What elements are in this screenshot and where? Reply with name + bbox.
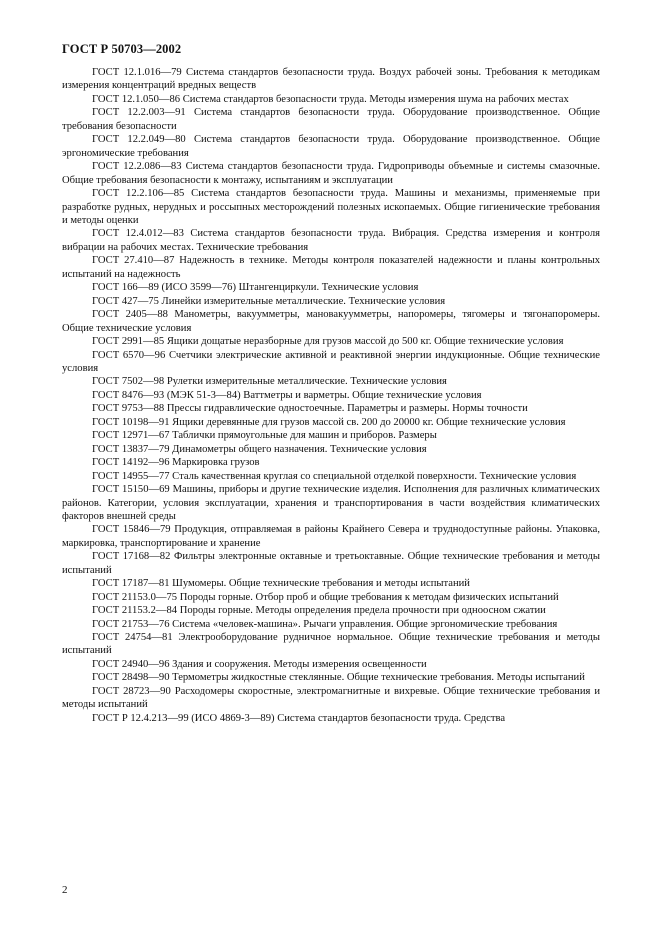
- standard-entry: ГОСТ 24754—81 Электрооборудование рудничное нормальное. Общие технические требования и методы испытаний: [62, 632, 600, 657]
- page-header: ГОСТ Р 50703—2002: [62, 42, 182, 56]
- standard-entry: ГОСТ 12.2.003—91 Система стандартов безопасности труда. Оборудование производственное. Общие требования безопасности: [62, 107, 600, 132]
- standard-entry: ГОСТ 427—75 Линейки измерительные металлические. Технические условия: [92, 295, 446, 307]
- standard-entry: ГОСТ 14192—96 Маркировка грузов: [92, 457, 260, 469]
- standard-entry: ГОСТ 2405—88 Манометры, вакуумметры, мановакуумметры, напоромеры, тягомеры и тягонапоромеры. Общие технические условия: [62, 309, 600, 334]
- standard-entry: ГОСТ Р 12.4.213—99 (ИСО 4869-3—89) Система стандартов безопасности труда. Средства: [92, 712, 506, 724]
- standards-list: [62, 66, 600, 725]
- standard-entry: ГОСТ 10198—91 Ящики деревянные для грузов массой св. 200 до 20000 кг. Общие технические условия: [92, 416, 566, 428]
- standard-entry: ГОСТ 8476—93 (МЭК 51-3—84) Ваттметры и варметры. Общие технические условия: [92, 389, 482, 401]
- standard-entry: ГОСТ 17187—81 Шумомеры. Общие технические требования и методы испытаний: [92, 578, 470, 590]
- standard-entry: ГОСТ 28723—90 Расходомеры скоростные, электромагнитные и вихревые. Общие технические требования и методы испытаний: [62, 685, 600, 711]
- standard-entry: ГОСТ 15846—79 Продукция, отправляемая в районы Крайнего Севера и труднодоступные районы. Упаковка, маркировка, транспортирование и хранение: [62, 524, 600, 549]
- standard-entry: ГОСТ 21753—76 Система «человек-машина». Рычаги управления. Общие эргономические требования: [92, 618, 558, 630]
- standard-entry: ГОСТ 12971—67 Таблички прямоугольные для машин и приборов. Размеры: [92, 430, 437, 442]
- standard-entry: ГОСТ 13837—79 Динамометры общего назначения. Технические условия: [92, 443, 427, 455]
- standard-entry: ГОСТ 7502—98 Рулетки измерительные металлические. Технические условия: [92, 376, 447, 388]
- standard-entry: ГОСТ 12.2.049—80 Система стандартов безопасности труда. Оборудование производственное. Общие эргономические требования: [62, 134, 600, 159]
- standard-entry: ГОСТ 166—89 (ИСО 3599—76) Штангенциркули. Технические условия: [92, 282, 419, 294]
- standard-entry: ГОСТ 12.4.012—83 Система стандартов безопасности труда. Вибрация. Средства измерения и контроля вибрации на рабочих местах. Технические требования: [62, 228, 600, 253]
- standard-entry: ГОСТ 21153.0—75 Породы горные. Отбор проб и общие требования к методам физических испытаний: [92, 591, 559, 603]
- standard-entry: ГОСТ 6570—96 Счетчики электрические активной и реактивной энергии индукционные. Общие технические условия: [62, 349, 600, 374]
- standard-entry: ГОСТ 12.2.086—83 Система стандартов безопасности труда. Гидроприводы объемные и системы смазочные. Общие требования безопасности к монтажу, испытаниям и эксплуатации: [62, 161, 600, 186]
- standard-entry: ГОСТ 2991—85 Ящики дощатые неразборные для грузов массой до 500 кг. Общие технические условия: [92, 336, 564, 348]
- standard-entry: ГОСТ 12.2.106—85 Система стандартов безопасности труда. Машины и механизмы, применяемые при разработке рудных, нерудных и россыпных месторождений полезных ископаемых. Общие гигиенические требования и методы оценки: [62, 188, 600, 226]
- standard-entry: ГОСТ 15150—69 Машины, приборы и другие технические изделия. Исполнения для различных климатических районов. Категории, условия эксплуатации, хранения и транспортирования в части воздействия климатических факторов внешней среды: [62, 484, 600, 522]
- standard-entry: ГОСТ 14955—77 Сталь качественная круглая со специальной отделкой поверхности. Технические условия: [92, 470, 577, 482]
- standard-entry: ГОСТ 12.1.050—86 Система стандартов безопасности труда. Методы измерения шума на рабочих местах: [92, 93, 569, 105]
- standard-entry: ГОСТ 21153.2—84 Породы горные. Методы определения предела прочности при одноосном сжатии: [92, 605, 546, 617]
- standard-entry: ГОСТ 28498—90 Термометры жидкостные стеклянные. Общие технические требования. Методы испытаний: [92, 672, 585, 684]
- standard-entry: ГОСТ 12.1.016—79 Система стандартов безопасности труда. Воздух рабочей зоны. Требования к методикам измерения концентраций вредных веществ: [62, 67, 600, 92]
- page-number: 2: [62, 884, 68, 896]
- standard-entry: ГОСТ 24940—96 Здания и сооружения. Методы измерения освещенности: [92, 658, 427, 670]
- standard-entry: ГОСТ 17168—82 Фильтры электронные октавные и третьоктавные. Общие технические требования и методы испытаний: [62, 551, 600, 576]
- standard-entry: ГОСТ 9753—88 Прессы гидравлические одностоечные. Параметры и размеры. Нормы точности: [92, 403, 528, 415]
- standard-entry: ГОСТ 27.410—87 Надежность в технике. Методы контроля показателей надежности и планы контрольных испытаний на надежность: [62, 255, 600, 280]
